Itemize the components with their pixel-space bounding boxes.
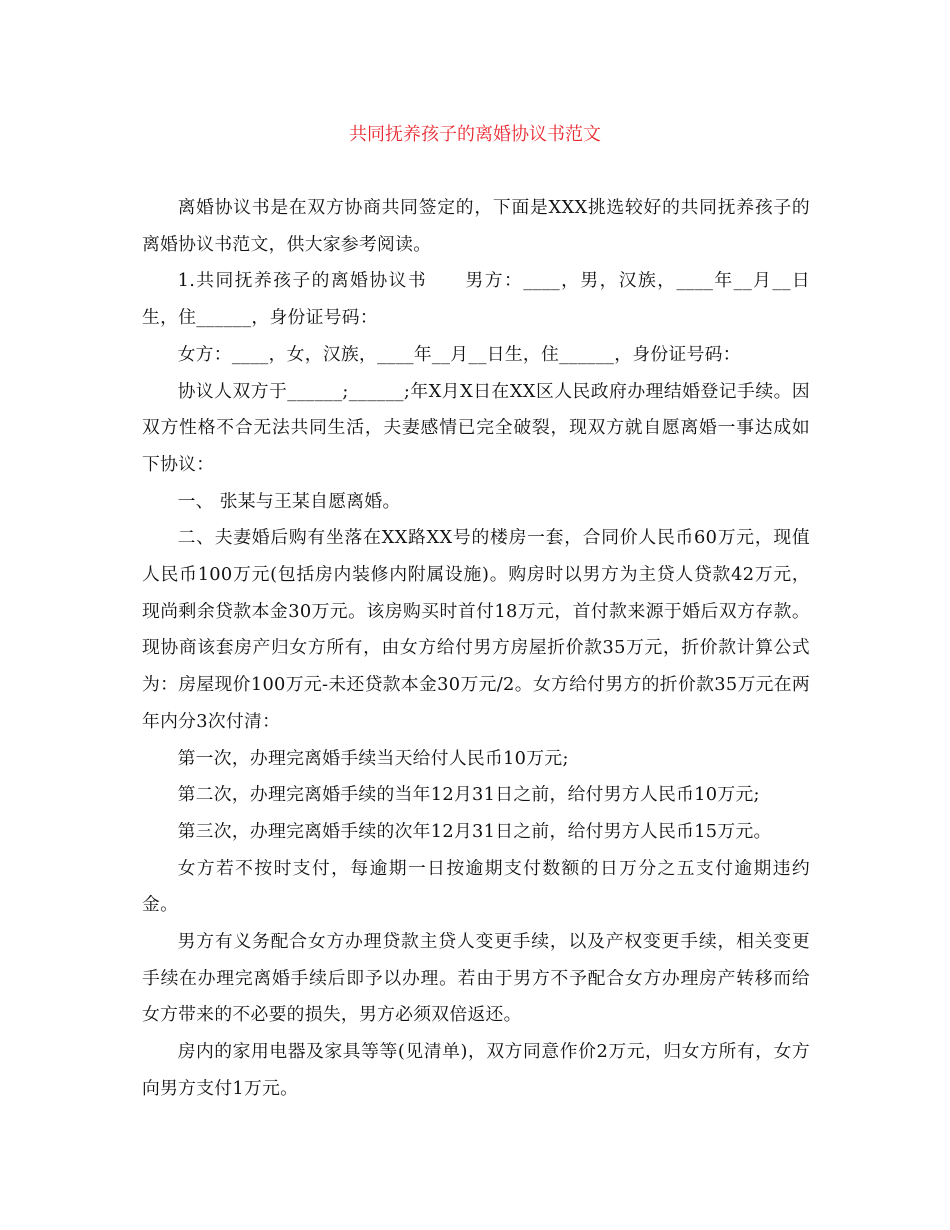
paragraph-marriage-registration: 协议人双方于______;______;年X月X日在XX区人民政府办理结婚登记手续。因双方性格不合无法共同生活，夫妻感情已完全破裂，现双方就自愿离婚一事达成如下协议：: [142, 380, 810, 475]
paragraph-payment-1: 第一次，办理完离婚手续当天给付人民币10万元;: [177, 747, 569, 769]
paragraph-payment-3: 第三次，办理完离婚手续的次年12月31日之前，给付男方人民币15万元。: [177, 820, 772, 842]
paragraph-clause-1: 一、 张某与王某自愿离婚。: [177, 490, 401, 512]
paragraph-appliances: 房内的家用电器及家具等等(见清单)，双方同意作价2万元，归女方所有，女方向男方支付1万元。: [142, 1041, 810, 1099]
paragraph-loan-transfer: 男方有义务配合女方办理贷款主贷人变更手续，以及产权变更手续，相关变更手续在办理完离婚手续后即予以办理。若由于男方不予配合女方办理房产转移而给女方带来的不必要的损失，男方必须双倍返还。: [142, 931, 810, 1026]
paragraph-payment-2: 第二次，办理完离婚手续的当年12月31日之前，给付男方人民币10万元;: [177, 784, 760, 806]
paragraph-intro: 离婚协议书是在双方协商共同签定的，下面是XXX挑选较好的共同抚养孩子的离婚协议书范文，供大家参考阅读。: [142, 197, 810, 255]
paragraph-clause-2: 二、夫妻婚后购有坐落在XX路XX号的楼房一套，合同价人民币60万元，现值人民币100万元(包括房内装修内附属设施)。购房时以男方为主贷人贷款42万元，现尚剩余贷款本金30万元。该房购买时首付18万元，首付款来源于婚后双方存款。现协商该套房产归女方所有，由女方给付男方房屋折价款35万元，折价款计算公式为：房屋现价100万元-未还贷款本金30万元/2。女方给付男方的折价款35万元在两年内分3次付清：: [142, 527, 810, 732]
paragraph-husband-info: 1.共同抚养孩子的离婚协议书 男方：____，男，汉族，____年__月__日生，住______，身份证号码：: [142, 270, 810, 329]
paragraph-wife-info: 女方：____，女，汉族，____年__月__日生，住______，身份证号码：: [177, 343, 741, 365]
document-title: 共同抚养孩子的离婚协议书范文: [349, 124, 601, 145]
paragraph-penalty: 女方若不按时支付，每逾期一日按逾期支付数额的日万分之五支付逾期违约金。: [142, 857, 810, 916]
document-body: [142, 190, 810, 1108]
